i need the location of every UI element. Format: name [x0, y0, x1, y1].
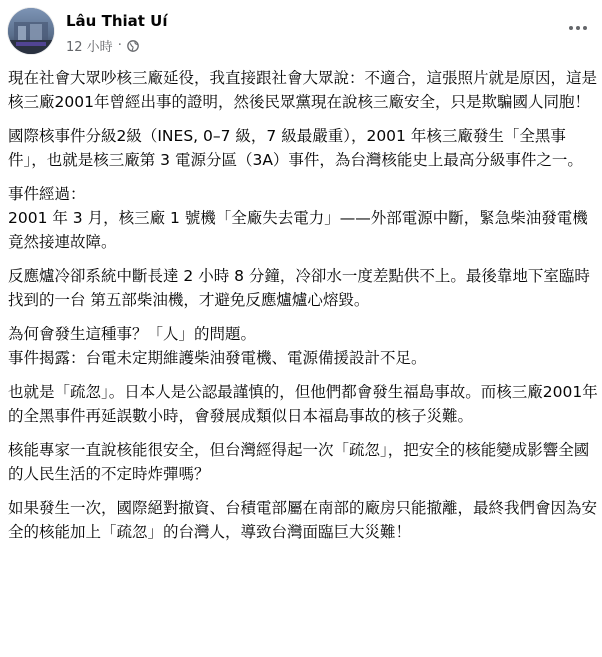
post-paragraph: 如果發生一次，國際絕對撤資、台積電部屬在南部的廠房只能撤離，最終我們會因為安全的核能加上「疏忽」的台灣人，導致台灣面臨巨大災難！ [8, 499, 598, 541]
post-paragraph: 反應爐冷卻系統中斷長達 2 小時 8 分鐘，冷卻水一度差點供不上。最後靠地下室臨時找到的一台 第五部柴油機，才避免反應爐爐心熔毀。 [8, 267, 590, 309]
menu-dot [583, 26, 587, 30]
menu-dot [569, 26, 573, 30]
post-paragraph: 也就是「疏忽」。日本人是公認最謹慎的，但他們都會發生福島事故。而核三廠2001年的全黑事件再延誤數小時，會發展成類似日本福島事故的核子災難。 [8, 383, 598, 425]
post-body [8, 66, 598, 554]
post-paragraph: 核能專家一直說核能很安全，但台灣經得起一次「疏忽」，把安全的核能變成影響全國的人民生活的不定時炸彈嗎？ [8, 441, 590, 483]
post-meta [66, 36, 139, 55]
post-header [8, 8, 594, 58]
post-paragraph: 現在社會大眾吵核三廠延役，我直接跟社會大眾說：不適合，這張照片就是原因，這是核三廠2001年曾經出事的證明，然後民眾黨現在說核三廠安全，只是欺騙國人同胞！ [8, 69, 598, 111]
more-options-icon[interactable] [564, 18, 592, 38]
post-paragraph: 為何會發生這種事？「人」的問題。 事件揭露：台電未定期維護柴油發電機、電源備援設計不足。 [8, 325, 427, 367]
post-timestamp[interactable]: 12 小時 [66, 40, 113, 55]
author-name[interactable]: Lâu Thiat Uí [66, 12, 168, 30]
menu-dot [576, 26, 580, 30]
author-avatar[interactable] [8, 8, 54, 54]
post-paragraph: 國際核事件分級2級（INES, 0–7 級，7 級最嚴重），2001 年核三廠發生「全黑事件」，也就是核三廠第 3 電源分區（3A）事件，為台灣核能史上最高分級事件之一。 [8, 127, 583, 169]
avatar-image [8, 8, 54, 54]
meta-separator: · [117, 38, 122, 53]
post-paragraph: 事件經過： 2001 年 3 月，核三廠 1 號機「全廠失去電力」——外部電源中斷，緊急柴油發電機竟然接連故障。 [8, 185, 588, 251]
globe-icon[interactable] [127, 40, 139, 52]
